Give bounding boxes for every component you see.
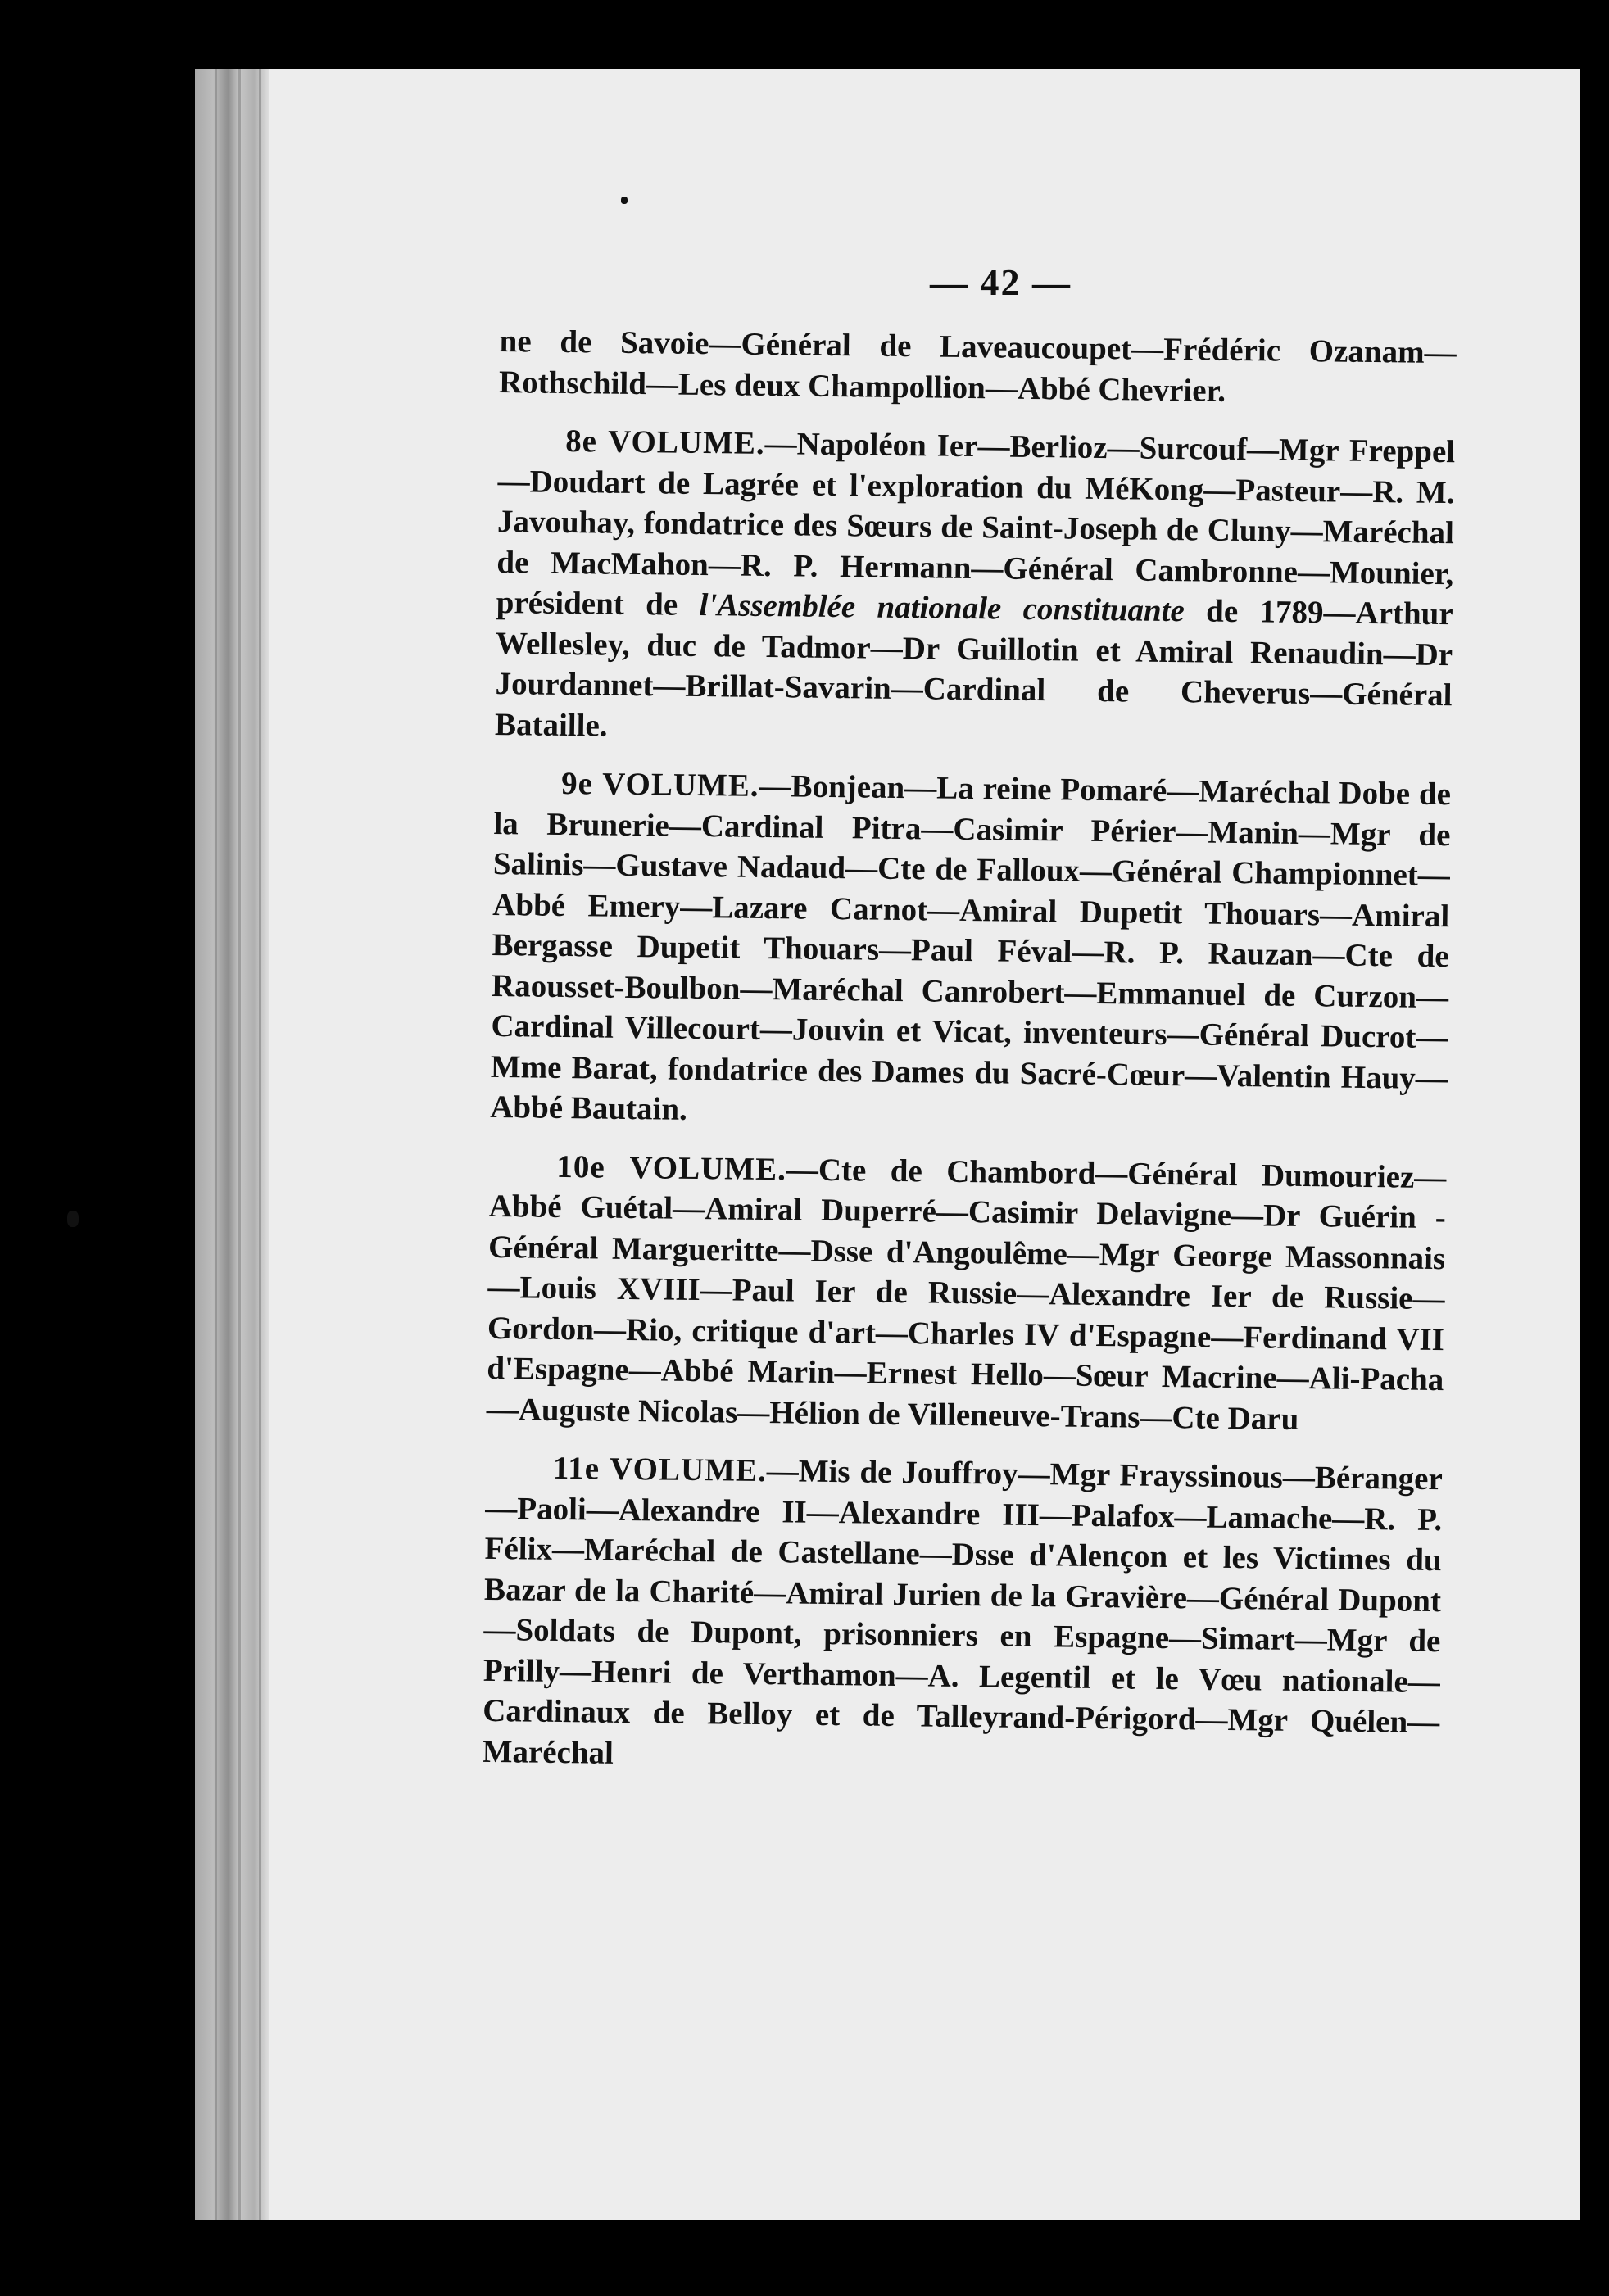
volume-label: 11e VOLUME. [552,1450,767,1489]
scan-speck [67,1211,79,1227]
volume-label: 8e VOLUME. [564,423,765,461]
binding-shadow-line [259,69,261,2220]
volume-label: 9e VOLUME. [560,765,759,804]
continued-paragraph [499,321,1457,414]
binding-shadow-line [238,69,241,2220]
volume-paragraph [495,420,1456,756]
volume-paragraph [486,1145,1446,1441]
paragraph-text: de 1789—Arthur Wellesley, duc de Tadmor—Dr Guillotin et Amiral Renaudin—Dr Jourdannet—Brillat-Savarin—Cardinal de Cheverus—Général Bataille. [494,593,1453,744]
paragraph-text: ne de Savoie—Général de Laveaucoupet—Frédéric Ozanam—Rothschild—Les deux Champollion—Abbé Chevrier. [498,323,1457,409]
volume-paragraph [490,763,1451,1139]
volume-paragraph [482,1447,1443,1783]
paragraph-text: —Napoléon Ier—Berlioz—Surcouf—Mgr Freppel—Doudart de Lagrée et l'exploration du MéKong—Pasteur—R. M. Javouhay, fondatrice des Sœurs de Saint-Joseph de Cluny—Maréchal de MacMahon—R. P. Hermann—Général Cambronne—Mounier, président de [496,425,1456,623]
italic-title: l'Assemblée nationale constituante [699,587,1185,629]
page-binding-edge [195,69,269,2220]
paragraph-text: —Bonjean—La reine Pomaré—Maréchal Dobe de la Brunerie—Cardinal Pitra—Casimir Périer—Manin—Mgr de Salinis—Gustave Nadaud—Cte de Falloux—Général Championnet—Abbé Emery—Lazare Carnot—Amiral Dupetit Thouars—Amiral Bergasse Dupetit Thouars—Paul Féval—R. P. Rauzan—Cte de Raousset-Boulbon—Maréchal Canrobert—Emmanuel de Curzon—Cardinal Villecourt—Jouvin et Vicat, inventeurs—Général Ducrot—Mme Barat, fondatrice des Dames du Sacré-Cœur—Valentin Hauy—Abbé Bautain. [490,768,1452,1127]
paragraph-text: —Cte de Chambord—Général Dumouriez—Abbé Guétal—Amiral Duperré—Casimir Delavigne—Dr Guérin -Général Margueritte—Dsse d'Angoulême—Mgr George Massonnais—Louis XVIII—Paul Ier de Russie—Alexandre Ier de Russie—Gordon—Rio, critique d'art—Charles IV d'Espagne—Ferdinand VII d'Espagne—Abbé Marin—Ernest Hello—Sœur Macrine—Ali-Pacha—Auguste Nicolas—Hélion de Villeneuve-Trans—Cte Daru [486,1151,1447,1437]
binding-shadow-line [215,69,217,2220]
document-body [482,321,1457,1801]
paragraph-text: —Mis de Jouffroy—Mgr Frayssinous—Béranger—Paoli—Alexandre II—Alexandre III—Palafox—Lamache—R. P. Félix—Maréchal de Castellane—Dsse d'Alençon et les Victimes du Bazar de la Charité—Amiral Jurien de la Gravière—Général Dupont—Soldats de Dupont, prisonniers en Espagne—Simart—Mgr de Prilly—Henri de Verthamon—A. Legentil et le Vœu nationale—Cardinaux de Belloy et de Talleyrand-Périgord—Mgr Quélen—Maréchal [482,1453,1444,1771]
scan-speck [621,197,628,204]
volume-label: 10e VOLUME. [556,1148,787,1187]
page-number: — 42 — [930,261,1072,303]
